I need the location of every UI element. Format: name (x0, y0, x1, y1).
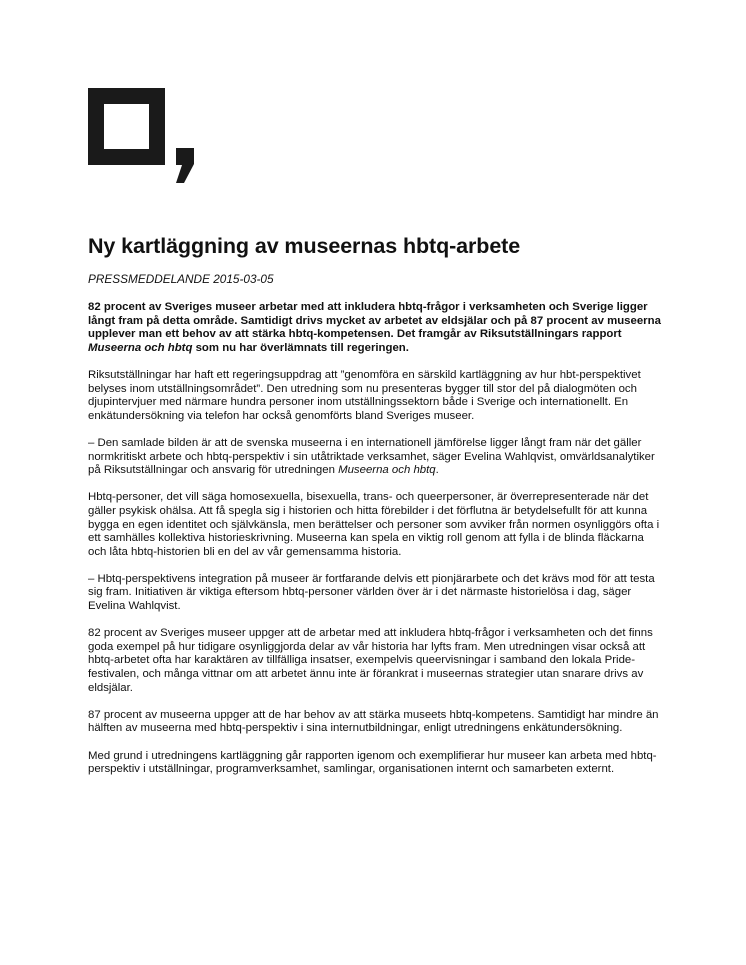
lead-paragraph (88, 301, 663, 355)
paragraph-2-report-title: Museerna och hbtq (338, 464, 436, 477)
paragraph-5: 82 procent av Sveriges museer uppger att de arbetar med att inkludera hbtq-frågor i verksamheten och det finns goda exempel på hur tidigare osynliggjorda delar av vår historia har lyfts fram. Men utredningen visar också att hbtq-arbetet ofta har karaktären av tillfälliga insatser, exempelvis queervisningar i samband den lokala Pride-festivalen, och många vittnar om att arbetet ännu inte är förankrat i museernas strategier utan snarare drivs av eldsjälar. (88, 627, 653, 694)
paragraph-4: – Hbtq-perspektivens integration på museer är fortfarande delvis ett pionjärarbete och det krävs mod för att testa sig fram. Initiativen är viktiga eftersom hbtq-personer världen över är i det närmaste historielösa i dag, säger Evelina Wahlqvist. (88, 572, 655, 613)
paragraph-3: Hbtq-personer, det vill säga homosexuella, bisexuella, trans- och queerpersoner, är överrepresenterade när det gäller psykisk ohälsa. Att få spegla sig i historien och hitta förebilder i det förflutna är betydelsefullt för att kunna bygga en egen identitet och självkänsla, men berättelser och personer som avviker från normen osynliggörs ofta i ett samhälles kollektiva historieskrivning. Museerna kan spela en viktig roll genom att fylla i de blinda fläckarna och låta hbtq-historien bli en del av vår gemensamma historia. (88, 491, 660, 558)
paragraph-7: Med grund i utredningens kartläggning går rapporten igenom och exemplifierar hur museer kan arbeta med hbtq-perspektiv i utställningar, programverksamhet, samlingar, organisationen internt och samarbeten externt. (88, 749, 657, 776)
logo (88, 88, 198, 183)
paragraph-2-end: . (435, 464, 439, 477)
lead-text-1: 82 procent av Sveriges museer arbetar med att inkludera hbtq-frågor i verksamheten och Sverige ligger långt fram på detta område. Samtidigt drivs mycket av arbetet av eldsjälar och på 87 procent av museerna upplever man ett behov av att stärka hbtq-kompetensen. Det framgår av Riksutställningars rapport (88, 301, 661, 341)
paragraph-2-text: – Den samlade bilden är att de svenska museerna i en internationell jämförelse ligger långt fram när det gäller normkritiskt arbete och hbtq-perspektiv i sin utåtriktade verksamhet, säger Evelina Wahlqvist, omvärldsanalytiker på Riksutställningar och ansvarig för utredningen (88, 436, 655, 477)
lead-text-2: som nu har överlämnats till regeringen. (192, 341, 409, 354)
lead-report-title: Museerna och hbtq (88, 341, 193, 354)
headline: Ny kartläggning av museernas hbtq-arbete (88, 234, 521, 258)
paragraph-6: 87 procent av museerna uppger att de har behov av att stärka museets hbtq-kompetens. Samtidigt har mindre än hälften av museerna med hbtq-perspektiv i sina internutbildningar, enligt utredningens enkätundersökning. (88, 708, 659, 735)
press-release (88, 233, 663, 777)
logo-square (88, 88, 165, 165)
paragraph-2 (88, 437, 663, 478)
dateline: PRESSMEDDELANDE 2015-03-05 (88, 272, 274, 286)
logo-comma (173, 148, 197, 183)
paragraph-1: Riksutställningar har haft ett regeringsuppdrag att ”genomföra en särskild kartläggning av hur hbt-perspektivet belyses inom utställningsområdet”. Den utredning som nu presenteras bygger till stor del på dialogmöten och djupintervjuer med närmare hundra personer inom utställningssektorn både i Sverige och internationellt. En enkätundersökning via telefon har också genomförts bland Sveriges museer. (88, 368, 641, 422)
